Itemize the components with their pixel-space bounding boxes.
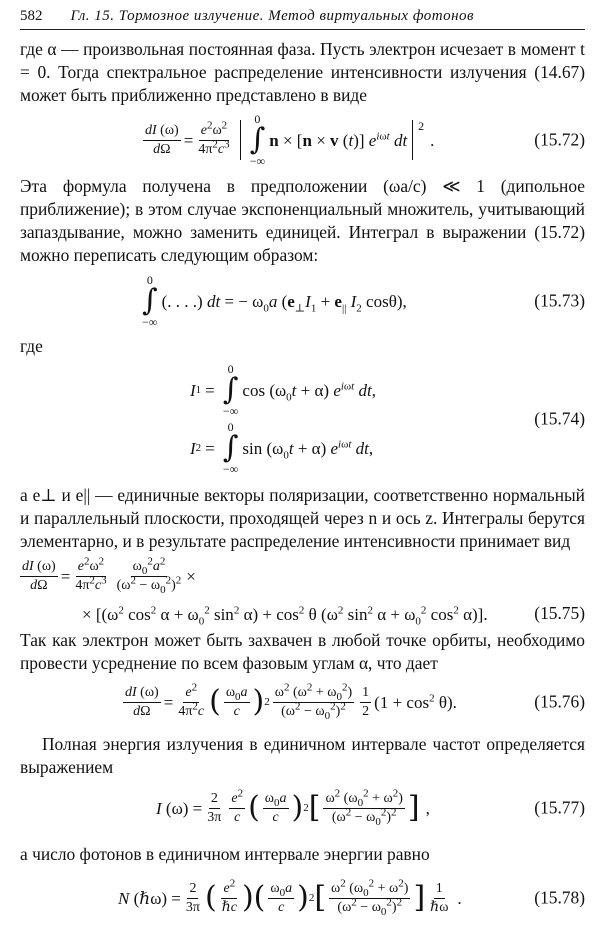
equation-15-76: $\frac{dI (\omega)}{d\Omega}$ = $\frac{e^2}{4\pi^2c}$ ( $\frac{\omega_0a}{c}$ ) 2 $\frac{\omega^2 (\omega^2 + \omega_0^2)}{(\omega^2 - \omega_0^2)^2}$ $\frac{1}{2}$ $(1 + \cos^2 \theta)$. (15.76) <box>125 680 585 722</box>
paragraph-7: а число фотонов в единичном интервале энергии равно <box>20 844 430 864</box>
equation-15-72: $\frac{dI (\omega)}{d\Omega}$ = $\frac{e^2\omega^2}{4\pi^2c^3}$ 0 ∫ −∞ n × [n × v (t)] $e^{i\omega t}$ dt $^2$ . (15.72) <box>145 112 585 168</box>
paragraph-2: Эта формула получена в предположении (ωa/c) ≪ 1 (дипольное приближение); в этом случае экспоненциальный множитель, учитывающий запаздывание, можно заменить единицей. Интеграл в выражении (15.72) можно переписать следующим образом: <box>20 176 585 265</box>
page-number: 582 <box>20 8 43 24</box>
equation-15-74: I 1 = 0 ∫ −∞ $\cos (\omega_0t + \alpha)$ $e^{i\omega t}$ dt, I 2 = 0 ∫ −∞ $\sin (\omega_0t + \alpha)$ $e^{i\omega t}$ dt, (15.74) <box>190 362 585 476</box>
equation-number: (15.76) <box>534 691 585 712</box>
book-page <box>20 8 585 924</box>
paragraph-1: где α — произвольная постоянная фаза. Пусть электрон исчезает в момент t = 0. Тогда спектральное распределение интенсивности излучения (14.67) может быть приближенно представлено в виде <box>20 39 585 105</box>
equation-number: (15.77) <box>534 797 585 818</box>
paragraph-5: Так как электрон может быть захвачен в любой точке орбиты, необходимо провести усреднение по всем фазовым углам α, что дает <box>20 630 585 673</box>
running-title: Гл. 15. Тормозное излучение. Метод виртуальных фотонов <box>70 8 475 24</box>
paragraph-4: а e⊥ и e|| — единичные векторы поляризации, соответственно нормальный и параллельный плоскости, проходящей через n и ось z. Интегралы берутся элементарно, и в результате распределение интенсивности принимает вид <box>20 485 585 551</box>
equation-15-73: 0 ∫ −∞ (. . . .) dt = − $\omega_0a$ ($e_\perp I_1 + e_{||}$ $I_2$ cosθ), (15.73) <box>142 273 585 329</box>
paragraph-6: Полная энергия излучения в единичном интервале частот определяется выражением <box>20 734 585 777</box>
equation-15-75: $\frac{dI (\omega)}{d\Omega}$ = $\frac{e^2\omega^2}{4\pi^2c^3}$ $\frac{\omega_0^2a^2}{(\omega^2 - \omega_0^2)^2}$ × × [($\omega^2$ $\cos^2 \alpha + \omega_0^2$ $\sin^2 \alpha) + \cos^2 \theta$ ($\omega^2$ $\sin^2 \alpha + \omega_0^2$ $\cos^2 \alpha$)]. (15.75) <box>22 555 585 628</box>
equation-15-78: N (ℏω) = $\frac{2}{3\pi}$ ( $\frac{e^2}{\text{ℏc}}$ ) ( $\frac{\omega_0a}{c}$ ) 2 [ $\frac{\omega^2 (\omega_0^2 + \omega^2)}{(\omega^2 - \omega_0^2)^2}$ ] $\frac{1}{\text{ℏω}}$ . (15.78) <box>118 876 585 918</box>
paragraph-3: где <box>20 336 43 356</box>
equation-number: (15.73) <box>534 290 585 311</box>
running-header <box>20 8 585 30</box>
equation-number: (15.72) <box>534 129 585 150</box>
equation-number: (15.74) <box>534 408 585 429</box>
equation-number: (15.78) <box>534 887 585 908</box>
equation-number: (15.75) <box>534 603 585 623</box>
equation-15-77: I (ω) = $\frac{2}{3\pi}$ $\frac{e^2}{c}$ ( $\frac{\omega_0a}{c}$ ) 2 [ $\frac{\omega^2 (\omega_0^2 + \omega^2)}{(\omega^2 - \omega_0^2)^2}$ ] , (15.77) <box>156 786 585 828</box>
